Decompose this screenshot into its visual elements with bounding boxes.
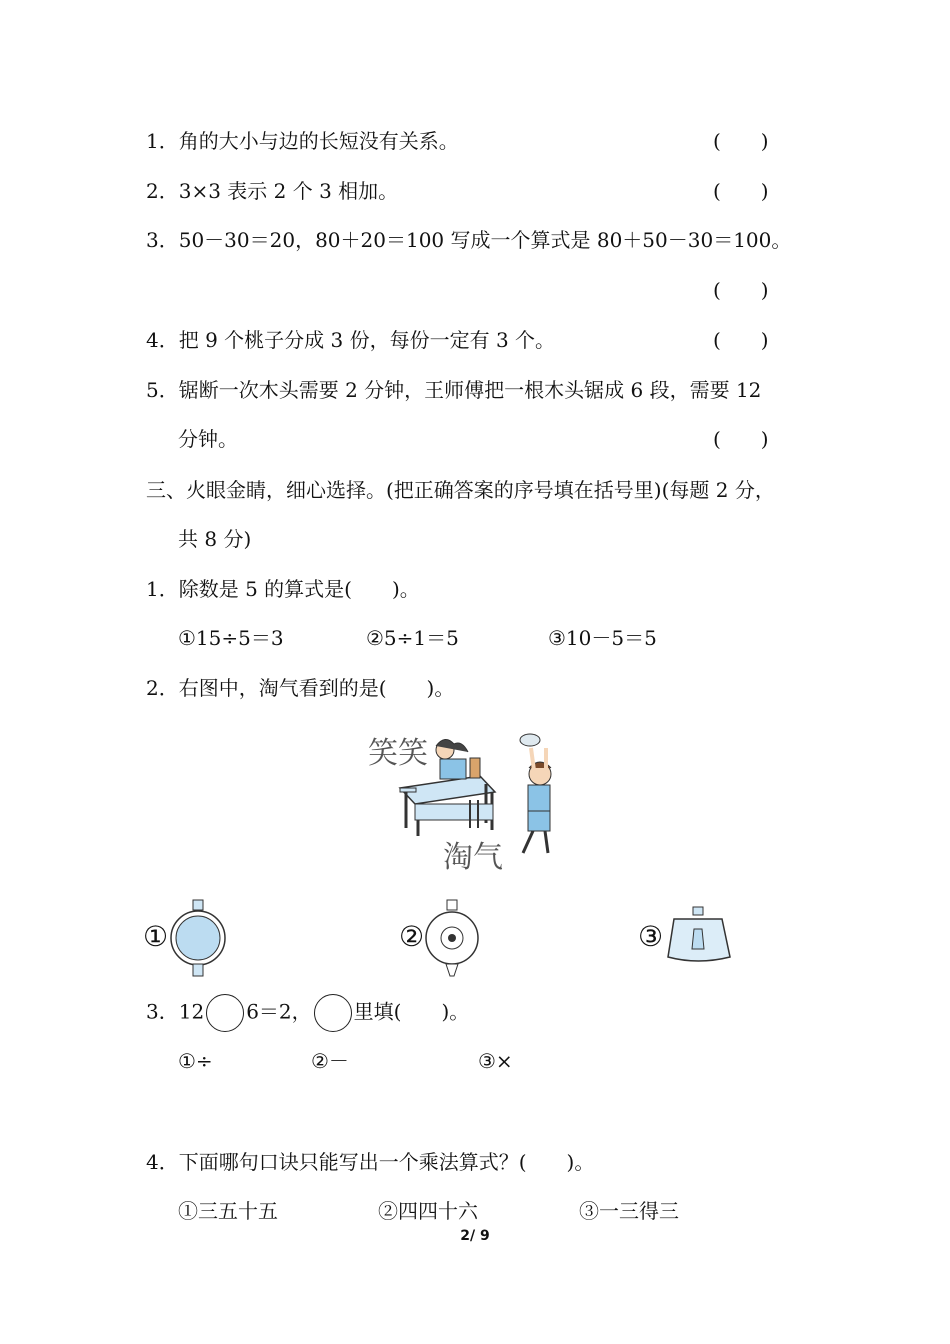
- judge-q3: 3．50－30＝20，80＋20＝100 写成一个算式是 80＋50－30＝100。: [146, 228, 792, 252]
- judge-q4-bracket[interactable]: ( ): [713, 328, 769, 352]
- judge-q2-bracket[interactable]: ( ): [713, 179, 769, 203]
- teapot-top-view-lid-icon[interactable]: [170, 898, 230, 978]
- judge-q3-bracket[interactable]: ( ): [713, 278, 769, 302]
- choice-q2: 2．右图中，淘气看到的是( )。: [146, 676, 455, 700]
- label-xiaoxiao: 笑笑: [368, 736, 428, 771]
- judge-q2: 2．3×3 表示 2 个 3 相加。: [146, 179, 399, 203]
- choice-q3-opt2[interactable]: ②－: [311, 1049, 349, 1073]
- choice-q3-part-c: 里填( )。: [353, 999, 470, 1024]
- choice-q2-opt2-label[interactable]: ②: [399, 920, 425, 953]
- choice-q4-opt3[interactable]: ③一三得三: [579, 1199, 679, 1223]
- choice-q3-part-a: 3．12: [146, 999, 205, 1024]
- judge-q1-bracket[interactable]: ( ): [713, 129, 769, 153]
- judge-q5-cont: 分钟。: [178, 427, 238, 451]
- teapot-side-view-icon[interactable]: [664, 905, 734, 967]
- judge-q5: 5．锯断一次木头需要 2 分钟，王师傅把一根木头锯成 6 段，需要 12: [146, 378, 762, 402]
- choice-q1-opt3[interactable]: ③10－5＝5: [548, 626, 657, 650]
- judge-q4: 4．把 9 个桃子分成 3 份，每份一定有 3 个。: [146, 328, 556, 352]
- boy-icon: [520, 734, 551, 853]
- judge-q1: 1．角的大小与边的长短没有关系。: [146, 129, 459, 153]
- choice-q3-opt1[interactable]: ①÷: [178, 1049, 213, 1073]
- section3-title: 三、火眼金睛，细心选择。(把正确答案的序号填在括号里)(每题 2 分，: [146, 478, 775, 502]
- choice-q2-opt1-label[interactable]: ①: [143, 920, 169, 953]
- judge-q5-bracket[interactable]: ( ): [713, 427, 769, 451]
- table-icon: [400, 776, 495, 836]
- choice-q4: 4．下面哪句口诀只能写出一个乘法算式？( )。: [146, 1150, 595, 1174]
- choice-q2-opt3-label[interactable]: ③: [638, 920, 664, 953]
- choice-q4-opt2[interactable]: ②四四十六: [378, 1199, 478, 1223]
- teapot-top-view-spout-icon[interactable]: [424, 898, 484, 978]
- choice-q3-part-b: 6＝2，: [246, 999, 312, 1024]
- label-taoqi: 淘气: [443, 840, 503, 875]
- blank-circle[interactable]: [206, 994, 244, 1032]
- scene-illustration: [390, 728, 570, 868]
- page-number: 2/ 9: [460, 1228, 490, 1244]
- choice-q3: [146, 994, 469, 1032]
- choice-q1: 1．除数是 5 的算式是( )。: [146, 577, 420, 601]
- section3-title-cont: 共 8 分): [178, 527, 252, 551]
- choice-q1-opt2[interactable]: ②5÷1＝5: [366, 626, 459, 650]
- blank-circle-ref: [314, 994, 352, 1032]
- choice-q4-opt1[interactable]: ①三五十五: [178, 1199, 278, 1223]
- choice-q1-opt1[interactable]: ①15÷5＝3: [178, 626, 284, 650]
- choice-q3-opt3[interactable]: ③×: [478, 1049, 513, 1073]
